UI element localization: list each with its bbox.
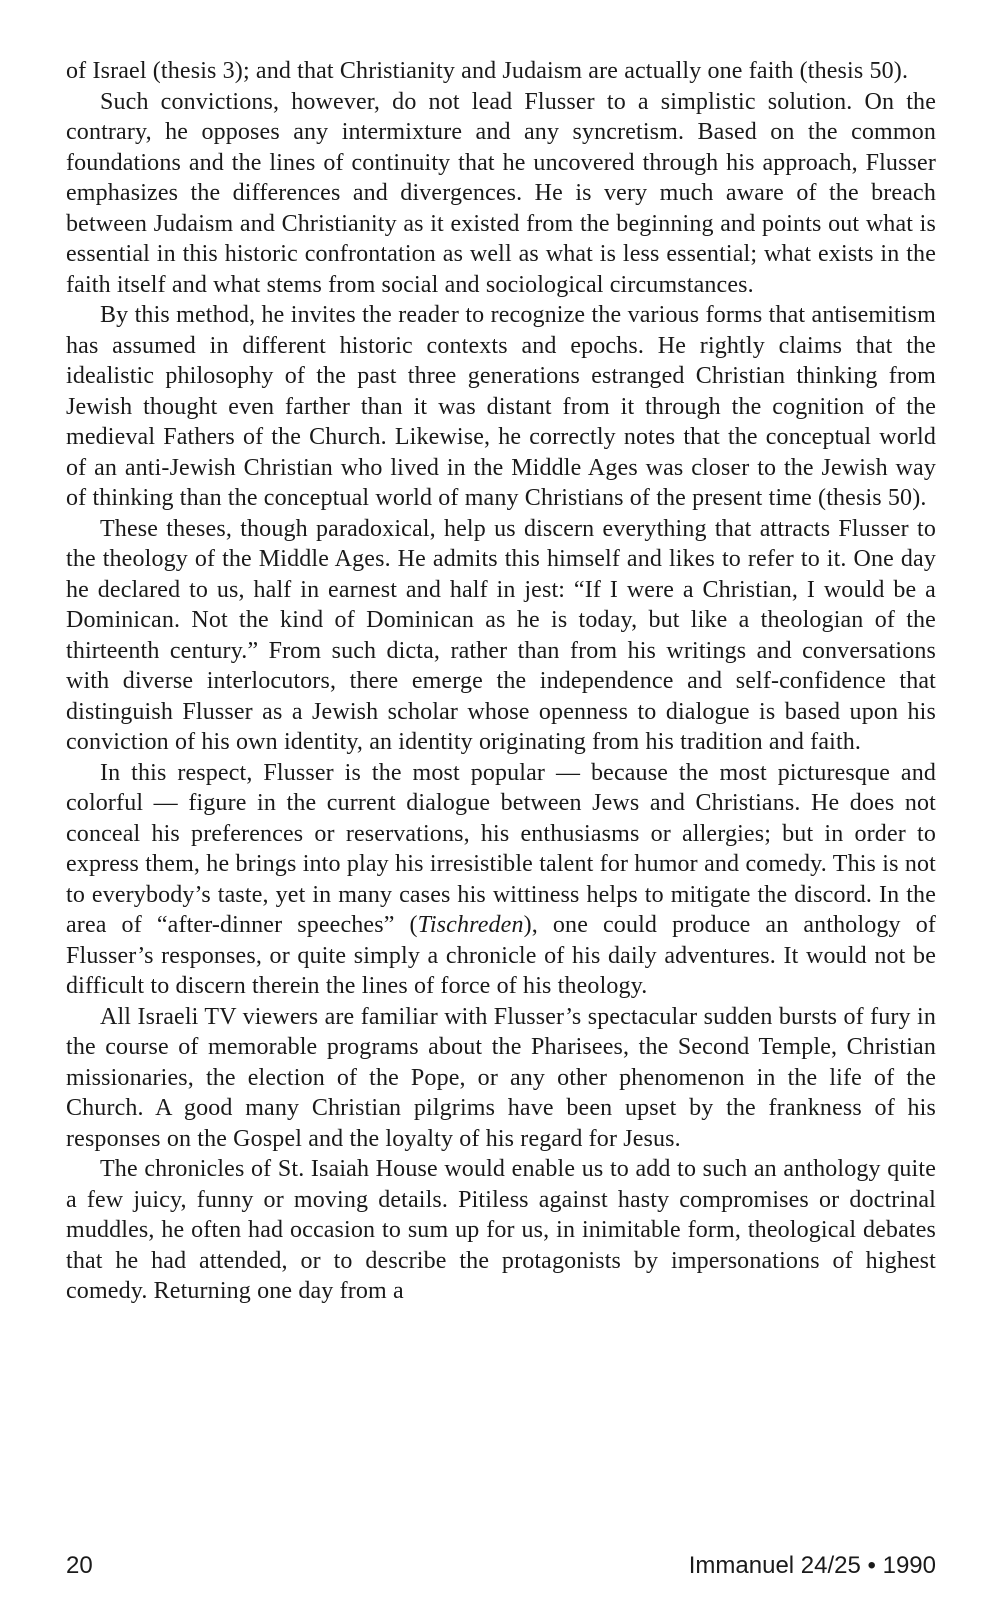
journal-citation: Immanuel 24/25 • 1990 [688, 1552, 936, 1579]
page-number: 20 [66, 1552, 93, 1579]
paragraph-2: Such convictions, however, do not lead Flusser to a simplistic solution. On the contrary, he opposes any intermixture and any syncretism. Based on the common foundations and the lines of continuity that he uncovered through his approach, Flusser emphasizes the differences and divergences. He is very much aware of the breach between Judaism and Christianity as it existed from the beginning and points out what is essential in this historic confrontation as well as what is less essential; what exists in the faith itself and what stems from social and sociological circumstances. [66, 88, 936, 298]
paragraph-5-rest: ), one could produce an anthology of Flusser’s responses, or quite simply a chronicle of his daily adventures. It would not be difficult to discern therein the lines of force of his theology. [66, 912, 937, 999]
paragraph-5 [66, 758, 936, 1002]
paragraph-5-lead: In this respect, Flusser is the most popular — because the most picturesque and colorful — figure in the current dialogue between Jews and Christians. He does not conceal his preferences or reservations, his enthusiasms or allergies; but in order to express them, he brings into play his irresistible talent for humor and comedy. This is not to everybody’s taste, yet in many cases his wittiness helps to mitigate the discord. In the area of “after-dinner speeches” ( [66, 759, 936, 938]
paragraph-3: By this method, he invites the reader to recognize the various forms that antisemitism has assumed in different historic contexts and epochs. He rightly claims that the idealistic philosophy of the past three generations estranged Christian thinking from Jewish thought even farther than it was distant from it through the cognition of the medieval Fathers of the Church. Likewise, he correctly notes that the conceptual world of an anti-Jewish Christian who lived in the Middle Ages was closer to the Jewish way of thinking than the conceptual world of many Christians of the present time (thesis 50). [66, 302, 936, 511]
tischreden-italic: Tischreden [417, 912, 524, 938]
paragraph-7: The chronicles of St. Isaiah House would enable us to add to such an anthology quite a few juicy, funny or moving details. Pitiless against hasty compromises or doctrinal muddles, he often had occasion to sum up for us, in inimitable form, theological debates that he had attended, or to describe the protagonists by impersonations of highest comedy. Returning one day from a [66, 1156, 936, 1304]
page-body [66, 56, 936, 1307]
paragraph-6: All Israeli TV viewers are familiar with Flusser’s spectacular sudden bursts of fury in the course of memorable programs about the Pharisees, the Second Temple, Christian missionaries, the election of the Pope, or any other phenomenon in the life of the Church. A good many Christian pilgrims have been upset by the frankness of his responses on the Gospel and the loyalty of his regard for Jesus. [66, 1003, 936, 1152]
paragraph-4: These theses, though paradoxical, help us discern everything that attracts Flusser to the theology of the Middle Ages. He admits this himself and likes to refer to it. One day he declared to us, half in earnest and half in jest: “If I were a Christian, I would be a Dominican. Not the kind of Dominican as he is today, but like a theologian of the thirteenth century.” From such dicta, rather than from his writings and conversations with diverse interlocutors, there emerge the independence and self-confidence that distinguish Flusser as a Jewish scholar whose openness to dialogue is based upon his conviction of his own identity, an identity originating from his tradition and faith. [66, 515, 936, 755]
paragraph-1: of Israel (thesis 3); and that Christianity and Judaism are actually one faith (thesis 50). [66, 58, 909, 84]
